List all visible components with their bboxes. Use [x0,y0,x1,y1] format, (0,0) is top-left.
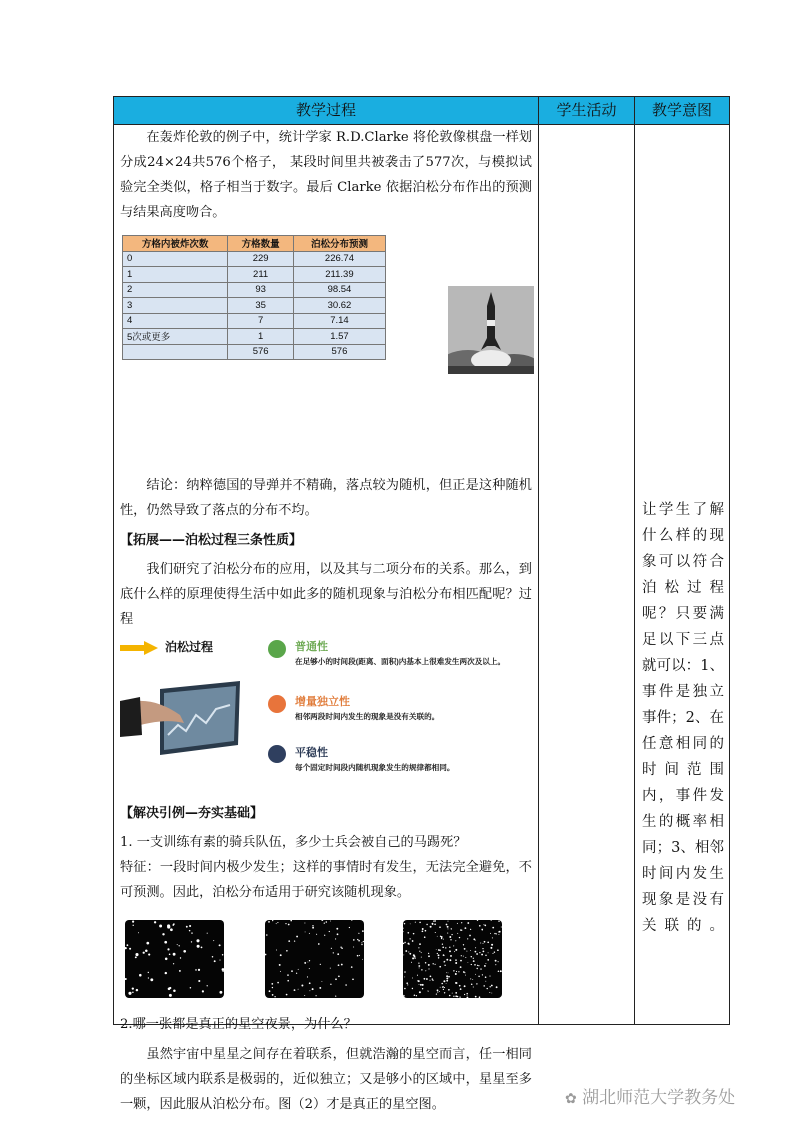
table-cell: 2 [123,282,228,298]
answer-paragraph: 虽然宇宙中星星之间存在着联系，但就浩瀚的星空而言，任一相同的坐标区域内联系是极弱的，近似独立；又是够小的区域中，星星至多一颗，因此服从泊松分布。图（2）才是真正的星空图。 [120,1047,532,1112]
column-divider [634,97,635,1024]
extension-title: 【拓展——泊松过程三条性质】 [120,533,303,548]
poisson-process-graphic [120,635,538,785]
header-teaching-process: 教学过程 [114,97,538,125]
bombing-stats-table [122,235,386,360]
table-header-cell: 泊松分布预测 [293,236,385,252]
table-cell: 211.39 [293,267,385,283]
table-cell: 5次或更多 [123,329,228,345]
table-cell: 93 [228,282,294,298]
table-cell: 229 [228,251,294,267]
case-title: 【解决引例—夯实基础】 [120,806,264,821]
intro-paragraph: 在轰炸伦敦的例子中，统计学家 R.D.Clarke 将伦敦像棋盘一样划分成24×24共576个格子， 某段时间里共被袭击了577次，与模拟试验完全类似，格子相当于数字。最后 Clarke 依据泊松分布作出的预测与结果高度吻合。 [120,130,532,220]
table-cell: 1.57 [293,329,385,345]
watermark-text: 湖北师范大学教务处 [582,1088,736,1108]
touchscreen-hand-image [120,675,245,761]
balance-icon [268,745,286,763]
column-divider [538,97,539,1024]
table-cell: 7 [228,313,294,329]
header-teaching-intent: 教学意图 [635,97,729,125]
publisher-watermark [565,1083,735,1108]
extension-paragraph: 我们研究了泊松分布的应用，以及其与二项分布的关系。那么，到底什么样的原理使得生活中如此多的随机现象与泊松分布相匹配呢？过程 [120,562,532,627]
property-desc-stationarity: 每个固定时间段内随机现象发生的规律都相同。 [295,763,455,772]
table-header-cell: 方格内被炸次数 [123,236,228,252]
table-cell: 226.74 [293,251,385,267]
table-cell: 211 [228,267,294,283]
wechat-icon: ✿ [565,1091,577,1107]
table-cell: 1 [228,329,294,345]
table-cell: 4 [123,313,228,329]
question-1: 1. 一支训练有素的骑兵队伍，多少士兵会被自己的马踢死？ [120,835,467,850]
table-cell: 1 [123,267,228,283]
header-student-activity: 学生活动 [539,97,634,125]
starfield-image-1 [125,920,224,998]
table-row [123,298,386,314]
table-header-cell: 方格数量 [228,236,294,252]
poisson-process-label: 泊松过程 [165,640,214,654]
conclusion-paragraph: 结论：纳粹德国的导弹并不精确，落点较为随机，但正是这种随机性，仍然导致了落点的分布不均。 [120,478,532,518]
table-row [123,267,386,283]
table-cell: 576 [228,344,294,360]
table-cell: 3 [123,298,228,314]
starfield-image-2 [265,920,364,998]
table-row [123,329,386,345]
question-2: 2.哪一张都是真正的星空夜景，为什么？ [120,1017,357,1032]
rocket-photo [448,286,534,374]
feature-paragraph: 特征：一段时间内极少发生；这样的事情时有发生，无法完全避免，不可预测。因此，泊松分布适用于研究该随机现象。 [120,860,532,900]
property-desc-independence: 相邻两段时间内发生的现象是没有关联的。 [295,712,440,721]
property-title-independence: 增量独立性 [295,696,350,708]
table-row [123,251,386,267]
table-cell: 0 [123,251,228,267]
table-cell: 30.62 [293,298,385,314]
table-row [123,282,386,298]
teaching-intent-note: 让学生了解什么样的现象可以符合泊松过程呢？只要满足以下三点就可以：1、事件是独立事件；2、在任意相同的时间范围内，事件发生的概率相同；3、相邻时间内发生现象是没有关联的。 [642,502,724,934]
property-title-stationarity: 平稳性 [295,747,328,759]
globe-icon [268,640,286,658]
table-cell: 98.54 [293,282,385,298]
property-title-universality: 普通性 [295,641,328,653]
user-icon [268,695,286,713]
table-row [123,344,386,360]
arrow-icon [120,641,158,655]
table-cell [123,344,228,360]
table-cell: 576 [293,344,385,360]
table-row [123,313,386,329]
starfield-image-3 [403,920,502,998]
table-cell: 35 [228,298,294,314]
property-desc-universality: 在足够小的时间段(距离、面积)内基本上很难发生两次及以上。 [295,657,506,666]
table-cell: 7.14 [293,313,385,329]
